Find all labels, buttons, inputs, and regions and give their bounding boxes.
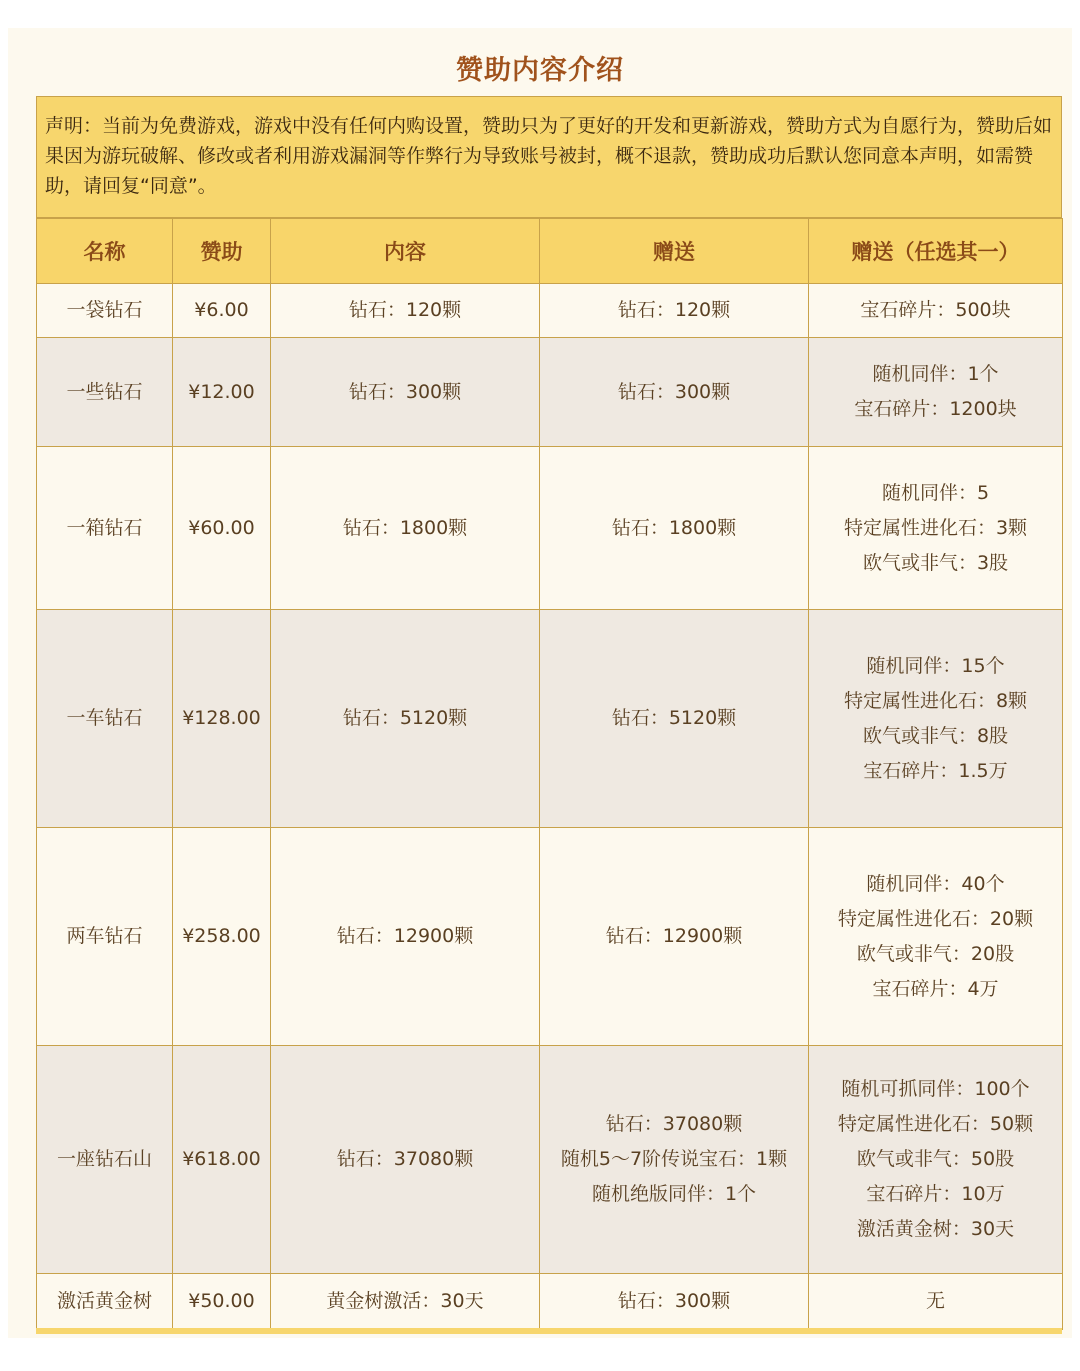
cell-price: ¥258.00 [173,828,271,1046]
cell-name: 一些钻石 [37,338,173,447]
cell-choice [809,447,1063,610]
cell-choice-line: 特定属性进化石：50颗 [837,1113,1034,1135]
cell-gift-line: 随机绝版同伴：1个 [591,1183,757,1205]
table-bottom-bar [36,1328,1062,1334]
cell-choice-line: 随机可抓同伴：100个 [841,1078,1030,1100]
cell-gift-line: 钻石：300颗 [617,1290,731,1312]
disclaimer-notice: 声明：当前为免费游戏，游戏中没有任何内购设置，赞助只为了更好的开发和更新游戏，赞助方式为自愿行为，赞助后如果因为游玩破解、修改或者利用游戏漏洞等作弊行为导致账号被封，概不退款，赞助成功后默认您同意本声明，如需赞助，请回复“同意”。 [36,96,1062,218]
cell-price: ¥12.00 [173,338,271,447]
cell-content [271,447,540,610]
cell-name: 一座钻石山 [37,1046,173,1274]
cell-gift [540,447,809,610]
cell-name: 一箱钻石 [37,447,173,610]
header-name: 名称 [37,219,173,284]
cell-choice-line: 特定属性进化石：8颗 [843,689,1028,712]
cell-choice-line: 随机同伴：15个 [866,654,1005,677]
cell-choice-line: 欧气或非气：20股 [856,942,1015,965]
cell-choice [809,1274,1063,1330]
cell-name: 一车钻石 [37,610,173,828]
cell-content-line: 钻石：300颗 [348,380,462,403]
page-title: 赞助内容介绍 [456,55,624,86]
cell-content-line: 钻石：5120颗 [342,707,468,729]
cell-choice [809,828,1063,1046]
cell-choice-line: 欧气或非气：8股 [862,724,1009,747]
cell-name: 两车钻石 [37,828,173,1046]
cell-content [271,610,540,828]
cell-gift-line: 钻石：12900颗 [605,925,743,947]
table-row [37,1046,1063,1274]
cell-gift [540,1274,809,1330]
cell-choice-line: 欧气或非气：3股 [862,551,1009,574]
cell-choice-line: 随机同伴：1个 [872,363,999,385]
cell-content [271,338,540,447]
cell-choice-line: 无 [925,1290,945,1312]
cell-gift [540,610,809,828]
cell-choice-line: 随机同伴：40个 [866,872,1005,895]
cell-choice-line: 宝石碎片：1.5万 [863,759,1008,782]
cell-choice-line: 宝石碎片：10万 [866,1183,1005,1205]
cell-choice-line: 欧气或非气：50股 [856,1148,1015,1170]
cell-gift-line: 钻石：5120颗 [611,707,737,729]
cell-content-line: 钻石：120颗 [348,299,462,321]
cell-price: ¥618.00 [173,1046,271,1274]
cell-price: ¥50.00 [173,1274,271,1330]
table-row [37,284,1063,338]
cell-price: ¥60.00 [173,447,271,610]
cell-choice-line: 特定属性进化石：20颗 [837,907,1034,930]
cell-content-line: 钻石：12900颗 [336,925,474,947]
cell-name: 一袋钻石 [37,284,173,338]
cell-gift [540,1046,809,1274]
cell-content [271,284,540,338]
cell-gift-line: 随机5～7阶传说宝石：1颗 [560,1148,788,1170]
sponsor-table [36,218,1063,1330]
cell-choice-line: 宝石碎片：1200块 [854,398,1017,420]
cell-choice [809,338,1063,447]
cell-gift-line: 钻石：1800颗 [611,516,737,539]
cell-choice [809,284,1063,338]
cell-gift-line: 钻石：120颗 [617,299,731,321]
header-gift: 赠送 [540,219,809,284]
cell-choice-line: 宝石碎片：4万 [872,977,999,1000]
cell-choice-line: 随机同伴：5 [881,481,990,504]
cell-gift [540,828,809,1046]
table-row [37,447,1063,610]
cell-content-line: 钻石：1800颗 [342,516,468,539]
cell-choice [809,610,1063,828]
table-row [37,338,1063,447]
cell-choice [809,1046,1063,1274]
cell-price: ¥6.00 [173,284,271,338]
cell-gift-line: 钻石：37080颗 [605,1113,743,1135]
cell-content [271,1046,540,1274]
cell-name: 激活黄金树 [37,1274,173,1330]
header-price: 赞助 [173,219,271,284]
cell-content-line: 黄金树激活：30天 [326,1290,484,1312]
cell-choice-line: 激活黄金树：30天 [856,1218,1015,1240]
table-row [37,828,1063,1046]
cell-choice-line: 特定属性进化石：3颗 [843,516,1028,539]
cell-content [271,828,540,1046]
table-header-row [37,219,1063,284]
cell-price: ¥128.00 [173,610,271,828]
table-row [37,1274,1063,1330]
cell-content-line: 钻石：37080颗 [336,1148,474,1170]
cell-gift-line: 钻石：300颗 [617,380,731,403]
header-content: 内容 [271,219,540,284]
cell-gift [540,338,809,447]
cell-choice-line: 宝石碎片：500块 [860,299,1011,321]
cell-content [271,1274,540,1330]
table-row [37,610,1063,828]
cell-gift [540,284,809,338]
header-choice: 赠送（任选其一） [809,219,1063,284]
